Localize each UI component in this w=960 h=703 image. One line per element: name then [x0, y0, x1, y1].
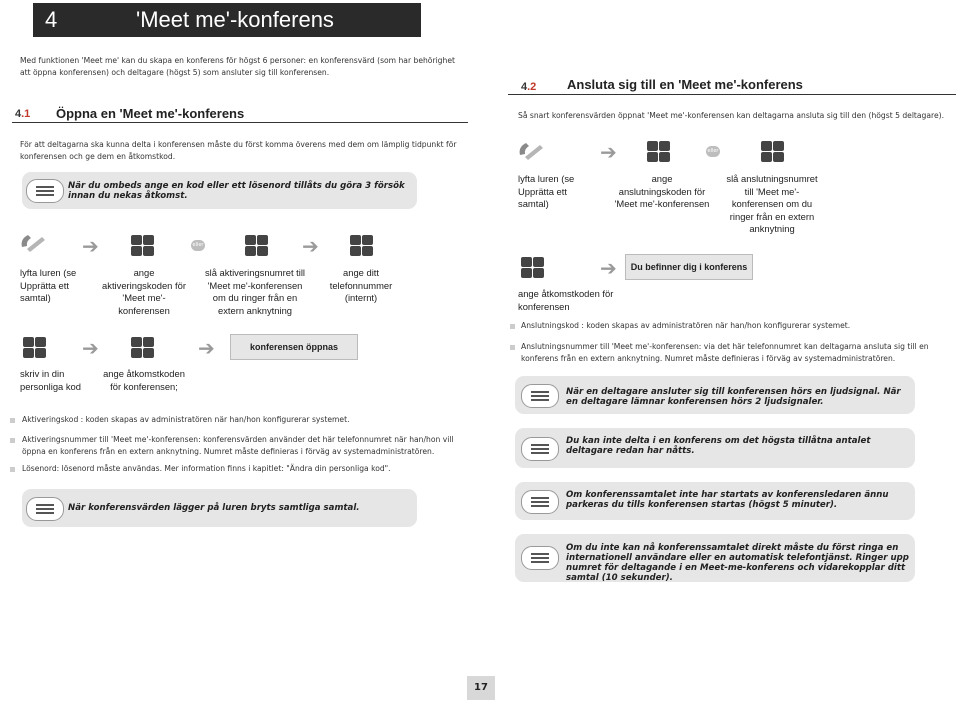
handset-icon [516, 137, 546, 165]
keypad-icon [760, 140, 786, 164]
step-lift-handset: lyfta luren (se Upprätta ett samtal) [20, 267, 77, 303]
page-number: 17 [467, 676, 495, 700]
bullet-activation-number: Aktiveringsnummer till 'Meet me'-konferensen: konferensvärden använder det här telefonnumret när han/hon vill öppna en konferens från en extern anknytning. Numret måste definieras i förväg av systemadministratören. [22, 435, 454, 456]
section1-number: 4.1 [15, 108, 31, 120]
section1-title: Öppna en 'Meet me'-konferens [56, 106, 245, 121]
note-max-participants-text: Du kan inte delta i en konferens om det högsta tillåtna antalet deltagare redan har nåtts. [566, 436, 871, 456]
step-lift-handset: lyfta luren (se Upprätta ett samtal) [518, 173, 575, 209]
note-attempts-text: När du ombeds ange en kod eller ett lösenord tillåts du göra 3 försök innan du nekas åtkomst. [68, 181, 405, 201]
bullet-marker [10, 438, 15, 443]
chapter-title: 'Meet me'-konferens [136, 7, 334, 32]
bullet-marker [10, 467, 15, 472]
keypad-icon [22, 336, 48, 360]
keypad-icon [244, 234, 270, 258]
bullet-marker [510, 345, 515, 350]
bullet-password: Lösenord: lösenord måste användas. Mer information finns i kapitlet: "Ändra din personliga kod". [22, 464, 391, 473]
arrow-icon: ➔ [600, 140, 617, 164]
step-access-code: ange åtkomstkoden för konferensen; [103, 368, 185, 392]
keypad-icon [520, 256, 546, 280]
keypad-icon [130, 234, 156, 258]
section2-number: 4.2 [521, 81, 537, 93]
step-phone-number: ange ditt telefonnummer (internt) [329, 267, 393, 303]
note-host-hangup-text: När konferensvärden lägger på luren bryts samtliga samtal. [68, 503, 360, 513]
section2-title: Ansluta sig till en 'Meet me'-konferens [567, 77, 803, 92]
arrow-icon: ➔ [302, 234, 319, 258]
step-personal-code: skriv in din personliga kod [20, 368, 81, 392]
bullet-marker [10, 418, 15, 423]
section1-rule [12, 122, 468, 123]
keypad-icon [130, 336, 156, 360]
step-join-number: slå anslutningsnumret till 'Meet me'-konferensen om du ringer från en extern anknytning [726, 173, 818, 234]
announcement-icon [26, 497, 64, 521]
section2-rule [508, 94, 956, 95]
step-activation-number: slå aktiveringsnumret till 'Meet me'-konferensen om du ringer från en extern anknytning [204, 267, 306, 316]
announcement-icon [521, 437, 559, 461]
arrow-icon: ➔ [600, 256, 617, 280]
status-in-conference: Du befinner dig i konferens [625, 254, 753, 280]
arrow-icon: ➔ [82, 234, 99, 258]
bullet-marker [510, 324, 515, 329]
section1-body: För att deltagarna ska kunna delta i konferensen måste du först komma överens med dem om lämplig tidpunkt för konferensen och ge dem en åtkomstkod. [20, 140, 457, 161]
step-activation-code: ange aktiveringskoden för 'Meet me'-konferensen [102, 267, 186, 316]
bullet-join-number: Anslutningsnummer till 'Meet me'-konferensen: via det här telefonnumret kan deltagarna ansluta sig till en konferens från en extern anknytning. Numret måste definieras i förväg av systemadministratören. [521, 342, 929, 363]
announcement-icon [521, 490, 559, 514]
chapter-number: 4 [45, 7, 58, 32]
eller-badge: eller [706, 146, 720, 157]
announcement-icon [521, 546, 559, 570]
bullet-activation-code: Aktiveringskod : koden skapas av administratören när han/hon konfigurerar systemet. [22, 415, 350, 424]
note-signal-text: När en deltagare ansluter sig till konferensen hörs en ljudsignal. När en deltagare lämnar konferensen hörs 2 ljudsignaler. [566, 387, 901, 407]
arrow-icon: ➔ [82, 336, 99, 360]
step-access-code: ange åtkomstkoden för konferensen [518, 288, 614, 312]
keypad-icon [349, 234, 375, 258]
note-parked-text: Om konferenssamtalet inte har startats av konferensledaren ännu parkeras du tills konferensen startas (högst 5 minuter). [566, 490, 889, 510]
keypad-icon [646, 140, 672, 164]
status-conference-opened: konferensen öppnas [230, 334, 358, 360]
announcement-icon [26, 179, 64, 203]
intro-text: Med funktionen 'Meet me' kan du skapa en konferens för högst 6 personer: en konferensvärd (som har behörighet att öppna konferensen) och deltagare (högst 5) som ansluter sig till konferensen. [20, 56, 455, 77]
announcement-icon [521, 384, 559, 408]
note-international-text: Om du inte kan nå konferenssamtalet direkt måste du först ringa en internationell användare eller en automatisk telefontjänst. Ringer upp numret för deltagande i en Meet-me-konferens och vidarekopplar ditt samtal (10 sekunder). [566, 543, 909, 583]
handset-icon [18, 229, 48, 257]
arrow-icon: ➔ [198, 336, 215, 360]
eller-badge: eller [191, 240, 205, 251]
bullet-join-code: Anslutningskod : koden skapas av administratören när han/hon konfigurerar systemet. [521, 321, 851, 330]
section2-body: Så snart konferensvärden öppnat 'Meet me'-konferensen kan deltagarna ansluta sig till den (högst 5 deltagare). [518, 111, 945, 120]
step-join-code: ange anslutningskoden för 'Meet me'-konferensen [614, 173, 710, 209]
